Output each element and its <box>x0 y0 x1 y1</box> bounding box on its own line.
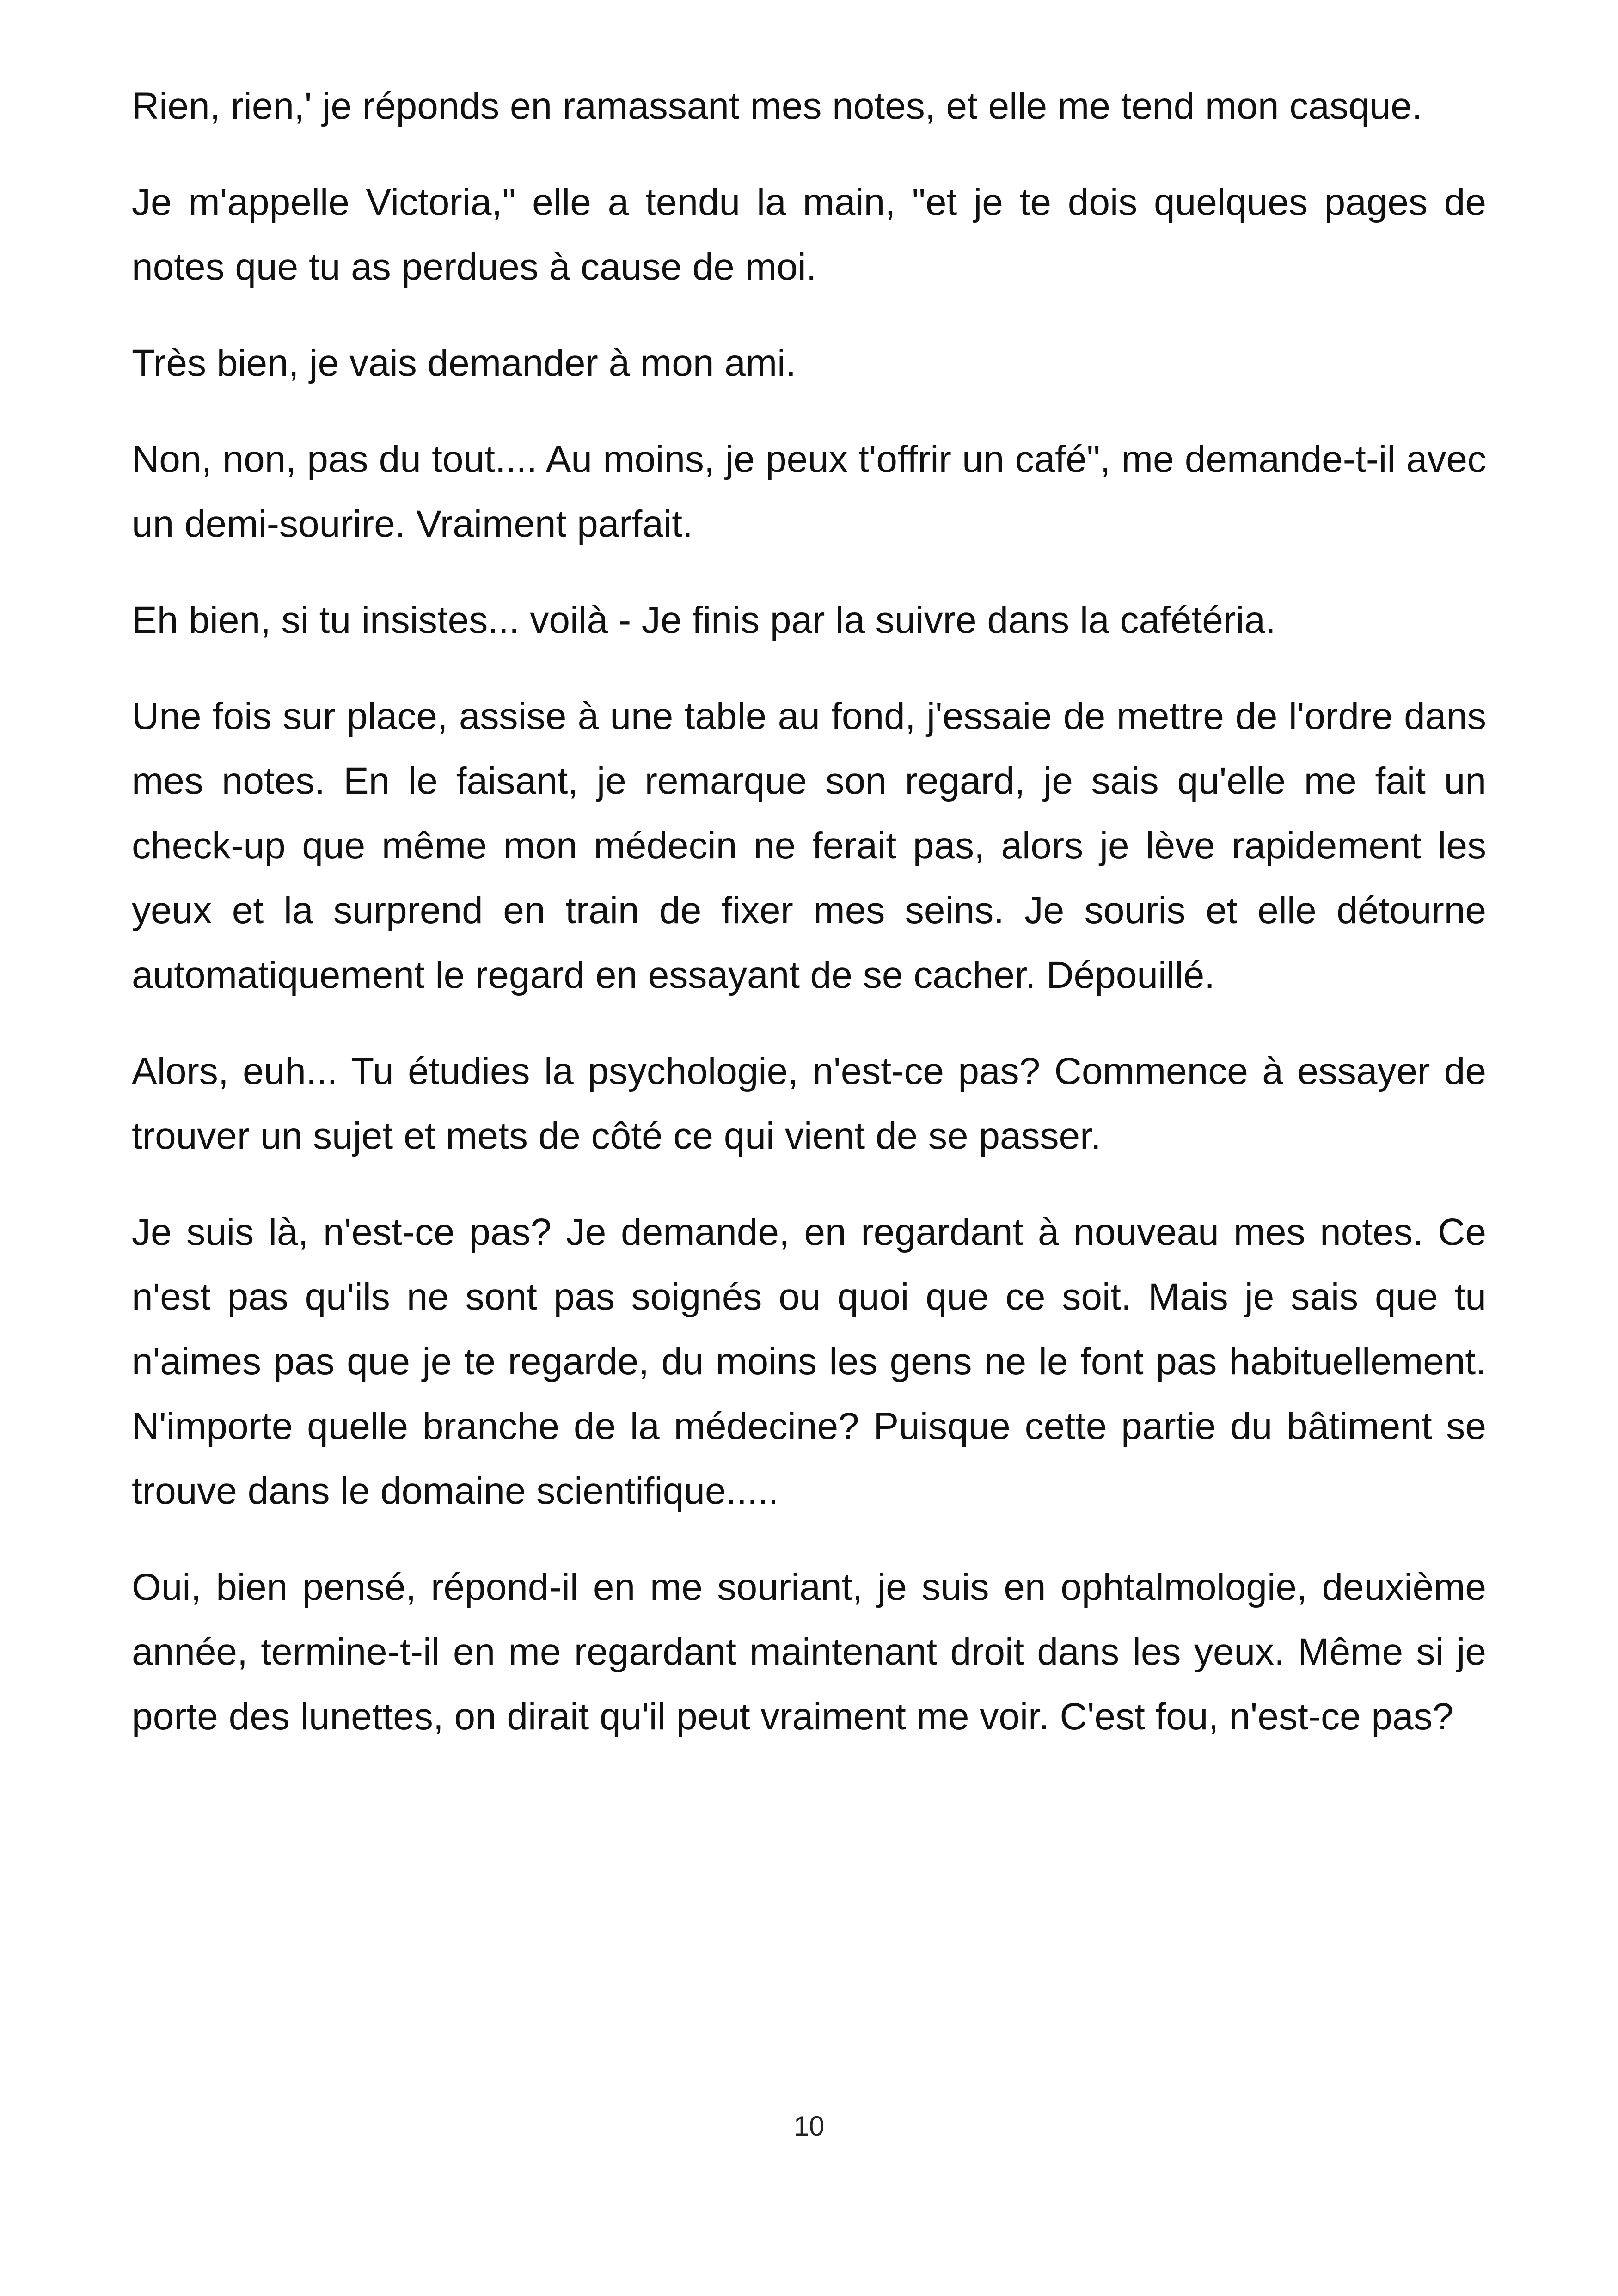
paragraph-1: Rien, rien,' je réponds en ramassant mes notes, et elle me tend mon casque. <box>132 85 1422 127</box>
paragraph-7: Alors, euh... Tu étudies la psychologie, n'est-ce pas? Commence à essayer de trouver un sujet et mets de côté ce qui vient de se passer. <box>132 1050 1486 1157</box>
paragraph-4: Non, non, pas du tout.... Au moins, je peux t'offrir un café", me demande-t-il avec un demi-sourire. Vraiment parfait. <box>132 438 1486 545</box>
paragraph-5: Eh bien, si tu insistes... voilà - Je finis par la suivre dans la cafétéria. <box>132 599 1276 641</box>
paragraph-2: Je m'appelle Victoria," elle a tendu la main, "et je te dois quelques pages de notes que tu as perdues à cause de moi. <box>132 181 1486 288</box>
paragraph-9: Oui, bien pensé, répond-il en me souriant, je suis en ophtalmologie, deuxième année, termine-t-il en me regardant maintenant droit dans les yeux. Même si je porte des lunettes, on dirait qu'il peut vraiment me voir. C'est fou, n'est-ce pas? <box>132 1566 1486 1738</box>
paragraph-3: Très bien, je vais demander à mon ami. <box>132 342 797 384</box>
paragraph-8: Je suis là, n'est-ce pas? Je demande, en regardant à nouveau mes notes. Ce n'est pas qu'ils ne sont pas soignés ou quoi que ce soit. Mais je sais que tu n'aimes pas que je te regarde, du moins les gens ne le font pas habituellement. N'importe quelle branche de la médecine? Puisque cette partie du bâtiment se trouve dans le domaine scientifique..... <box>132 1211 1486 1512</box>
body-text <box>132 74 1486 1781</box>
page-number: 10 <box>793 2111 825 2142</box>
paragraph-6: Une fois sur place, assise à une table au fond, j'essaie de mettre de l'ordre dans mes notes. En le faisant, je remarque son regard, je sais qu'elle me fait un check-up que même mon médecin ne ferait pas, alors je lève rapidement les yeux et la surprend en train de fixer mes seins. Je souris et elle détourne automatiquement le regard en essayant de se cacher. Dépouillé. <box>132 695 1486 996</box>
